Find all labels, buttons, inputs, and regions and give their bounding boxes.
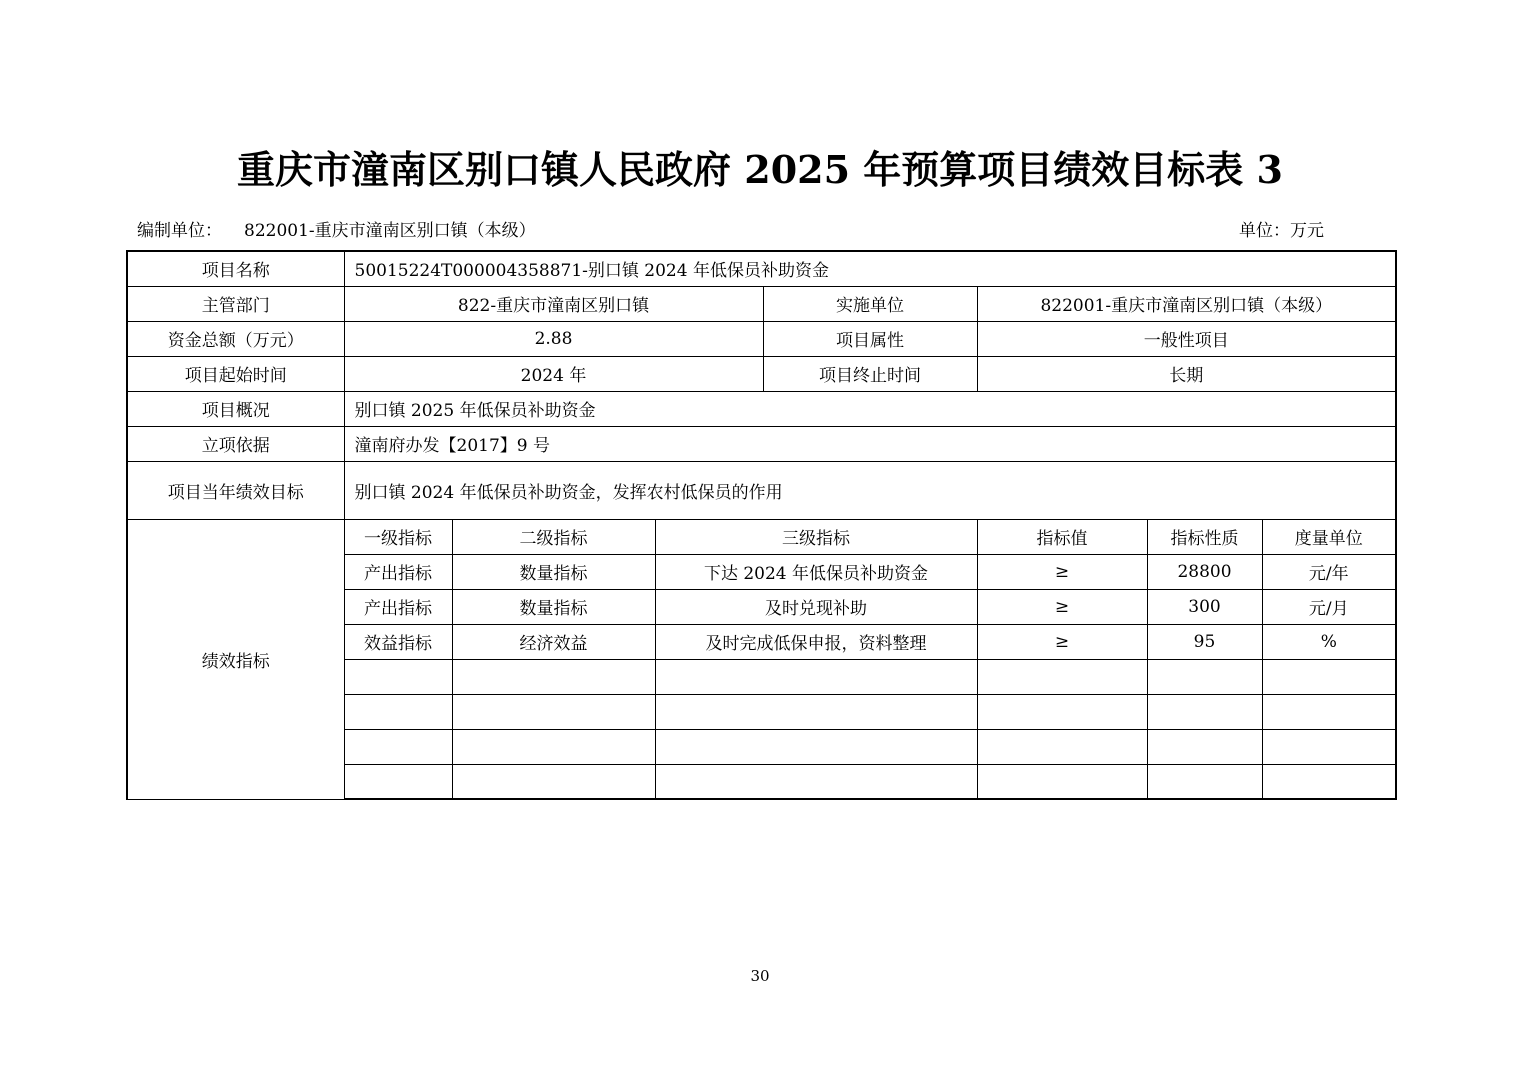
indicator-cell bbox=[452, 694, 655, 729]
indicator-cell bbox=[1147, 659, 1262, 694]
start-label: 项目起始时间 bbox=[127, 356, 344, 391]
basis-label: 立项依据 bbox=[127, 426, 344, 461]
indicator-cell bbox=[655, 694, 977, 729]
fund-value: 2.88 bbox=[344, 321, 763, 356]
indicator-cell: 产出指标 bbox=[344, 554, 452, 589]
attr-label: 项目属性 bbox=[763, 321, 977, 356]
page-number: 30 bbox=[750, 967, 770, 985]
indicator-cell bbox=[1262, 659, 1396, 694]
compiling-unit-label: 编制单位： bbox=[137, 221, 222, 241]
indicator-cell: 经济效益 bbox=[452, 624, 655, 659]
indicator-cell bbox=[1147, 729, 1262, 764]
indicator-cell: ≥ bbox=[977, 624, 1147, 659]
goal-row bbox=[127, 461, 1396, 519]
basis-value: 潼南府办发【2017】9 号 bbox=[344, 426, 1396, 461]
dept-row bbox=[127, 286, 1396, 321]
indicator-cell bbox=[1262, 694, 1396, 729]
indicator-header: 指标性质 bbox=[1147, 519, 1262, 554]
attr-value: 一般性项目 bbox=[977, 321, 1396, 356]
indicator-cell: 产出指标 bbox=[344, 589, 452, 624]
indicator-cell bbox=[1262, 729, 1396, 764]
indicator-cell bbox=[977, 729, 1147, 764]
indicator-cell bbox=[1147, 764, 1262, 799]
indicator-cell bbox=[344, 694, 452, 729]
indicator-header-row bbox=[127, 519, 1396, 554]
indicator-cell bbox=[1147, 694, 1262, 729]
indicator-cell: 28800 bbox=[1147, 554, 1262, 589]
indicator-cell: % bbox=[1262, 624, 1396, 659]
goal-value: 别口镇 2024 年低保员补助资金，发挥农村低保员的作用 bbox=[344, 461, 1396, 519]
fund-label: 资金总额（万元） bbox=[127, 321, 344, 356]
indicator-cell bbox=[655, 729, 977, 764]
dept-label: 主管部门 bbox=[127, 286, 344, 321]
indicator-cell: 下达 2024 年低保员补助资金 bbox=[655, 554, 977, 589]
dept-value: 822-重庆市潼南区别口镇 bbox=[344, 286, 763, 321]
goal-label: 项目当年绩效目标 bbox=[127, 461, 344, 519]
indicator-cell: 效益指标 bbox=[344, 624, 452, 659]
basis-row bbox=[127, 426, 1396, 461]
overview-row bbox=[127, 391, 1396, 426]
indicator-cell bbox=[452, 764, 655, 799]
indicator-header: 度量单位 bbox=[1262, 519, 1396, 554]
indicator-cell: 及时完成低保申报，资料整理 bbox=[655, 624, 977, 659]
time-row bbox=[127, 356, 1396, 391]
compiling-unit bbox=[137, 219, 536, 243]
indicator-cell bbox=[977, 659, 1147, 694]
performance-table bbox=[126, 250, 1397, 800]
indicator-cell bbox=[977, 694, 1147, 729]
indicator-cell: 及时兑现补助 bbox=[655, 589, 977, 624]
indicator-cell bbox=[344, 659, 452, 694]
end-value: 长期 bbox=[977, 356, 1396, 391]
currency-unit: 单位：万元 bbox=[1239, 221, 1324, 241]
impl-value: 822001-重庆市潼南区别口镇（本级） bbox=[977, 286, 1396, 321]
indicator-cell bbox=[977, 764, 1147, 799]
indicators-section-label: 绩效指标 bbox=[127, 519, 344, 799]
indicator-header: 二级指标 bbox=[452, 519, 655, 554]
indicator-cell: 95 bbox=[1147, 624, 1262, 659]
project-name-row bbox=[127, 251, 1396, 286]
indicator-cell: 数量指标 bbox=[452, 589, 655, 624]
page-title: 重庆市潼南区别口镇人民政府 2025 年预算项目绩效目标表 3 bbox=[237, 147, 1283, 192]
project-name-value: 50015224T000004358871-别口镇 2024 年低保员补助资金 bbox=[344, 251, 1396, 286]
start-value: 2024 年 bbox=[344, 356, 763, 391]
indicator-cell bbox=[1262, 764, 1396, 799]
indicator-header: 三级指标 bbox=[655, 519, 977, 554]
indicator-cell: 300 bbox=[1147, 589, 1262, 624]
indicator-cell: 数量指标 bbox=[452, 554, 655, 589]
impl-label: 实施单位 bbox=[763, 286, 977, 321]
indicator-header: 指标值 bbox=[977, 519, 1147, 554]
indicator-header: 一级指标 bbox=[344, 519, 452, 554]
indicator-cell bbox=[344, 764, 452, 799]
end-label: 项目终止时间 bbox=[763, 356, 977, 391]
fund-row bbox=[127, 321, 1396, 356]
indicator-cell: ≥ bbox=[977, 554, 1147, 589]
overview-label: 项目概况 bbox=[127, 391, 344, 426]
indicator-cell bbox=[655, 764, 977, 799]
indicator-cell bbox=[452, 729, 655, 764]
overview-value: 别口镇 2025 年低保员补助资金 bbox=[344, 391, 1396, 426]
project-name-label: 项目名称 bbox=[127, 251, 344, 286]
indicator-cell: 元/月 bbox=[1262, 589, 1396, 624]
indicator-cell: ≥ bbox=[977, 589, 1147, 624]
compiling-unit-value: 822001-重庆市潼南区别口镇（本级） bbox=[244, 221, 536, 241]
indicator-cell bbox=[655, 659, 977, 694]
indicator-cell bbox=[452, 659, 655, 694]
indicator-cell bbox=[344, 729, 452, 764]
indicator-cell: 元/年 bbox=[1262, 554, 1396, 589]
